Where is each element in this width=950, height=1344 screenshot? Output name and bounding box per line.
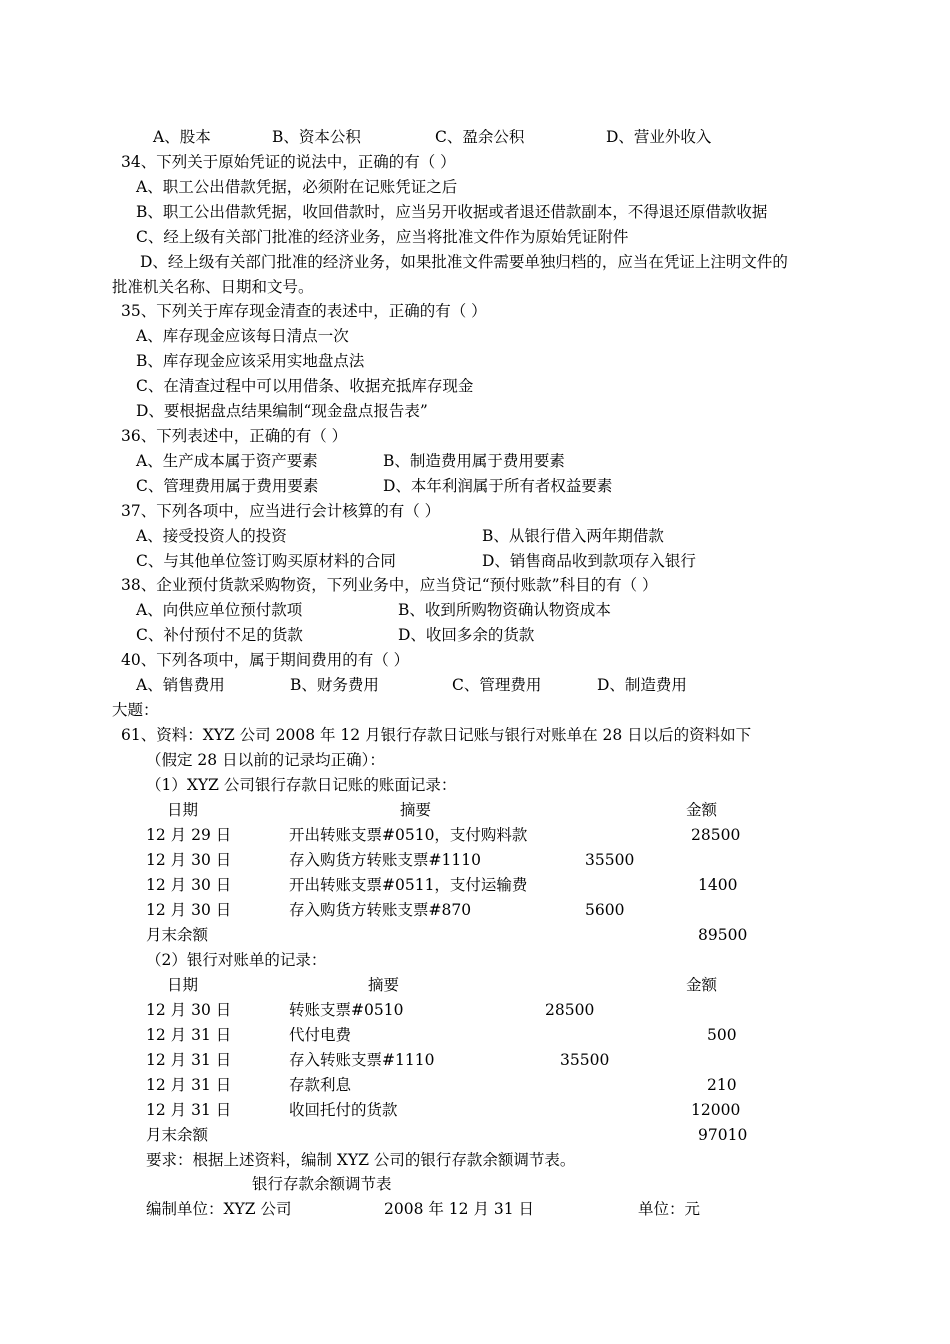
q34-option-b: B、职工公出借款凭据，收回借款时，应当另开收据或者退还借款副本，不得退还原借款收据 [136, 203, 768, 221]
q38-option-a: A、向供应单位预付款项 [136, 601, 303, 619]
part2-balance-label: 月末余额 [146, 1126, 209, 1144]
q34-stem: 34、下列关于原始凭证的说法中，正确的有（ ） [121, 153, 456, 171]
q37-option-c: C、与其他单位签订购买原材料的合同 [136, 552, 396, 570]
q33-option-a: A、股本 [153, 128, 211, 146]
q35-stem: 35、下列关于库存现金清查的表述中，正确的有（ ） [121, 302, 487, 320]
q34-option-d-line1: D、经上级有关部门批准的经济业务，如果批准文件需要单独归档的，应当在凭证上注明文件的 [140, 253, 788, 271]
part1-balance-label: 月末余额 [146, 926, 209, 944]
q34-option-d-line2: 批准机关名称、日期和文号。 [112, 278, 314, 296]
reconciliation-org: 编制单位：XYZ 公司 [146, 1200, 292, 1218]
q35-option-a: A、库存现金应该每日清点一次 [136, 327, 349, 345]
q40-stem: 40、下列各项中，属于期间费用的有（ ） [121, 651, 410, 669]
q33-option-b: B、资本公积 [272, 128, 361, 146]
q34-option-a: A、职工公出借款凭据，必须附在记账凭证之后 [136, 178, 458, 196]
part2-header-amount: 金额 [686, 976, 718, 994]
q35-option-c: C、在清查过程中可以用借条、收据充抵库存现金 [136, 377, 474, 395]
part1-header-date: 日期 [167, 801, 199, 819]
q40-option-b: B、财务费用 [290, 676, 379, 694]
part1-row-summary: 开出转账支票#0510，支付购料款 [289, 826, 528, 844]
q34-option-c: C、经上级有关部门批准的经济业务，应当将批准文件作为原始凭证附件 [136, 228, 629, 246]
q38-option-b: B、收到所购物资确认物资成本 [398, 601, 611, 619]
part1-row-summary: 存入购货方转账支票#870 [289, 901, 472, 919]
q33-option-c: C、盈余公积 [435, 128, 525, 146]
part1-row-amount: 5600 [585, 901, 625, 919]
part2-row-summary: 转账支票#0510 [289, 1001, 404, 1019]
q36-stem: 36、下列表述中，正确的有（ ） [121, 427, 348, 445]
q33-option-d: D、营业外收入 [606, 128, 712, 146]
part2-header-summary: 摘要 [368, 976, 400, 994]
q35-option-b: B、库存现金应该采用实地盘点法 [136, 352, 365, 370]
reconciliation-unit: 单位：元 [638, 1200, 701, 1218]
q40-option-a: A、销售费用 [136, 676, 225, 694]
part2-row-date: 12 月 31 日 [146, 1101, 232, 1119]
part1-row-summary: 存入购货方转账支票#1110 [289, 851, 481, 869]
part1-header-amount: 金额 [686, 801, 718, 819]
q61-requirement: 要求：根据上述资料，编制 XYZ 公司的银行存款余额调节表。 [146, 1151, 576, 1169]
part1-header-summary: 摘要 [400, 801, 432, 819]
part2-row-amount: 35500 [560, 1051, 610, 1069]
part1-row-amount: 1400 [698, 876, 738, 894]
q40-option-d: D、制造费用 [597, 676, 687, 694]
part2-row-date: 12 月 31 日 [146, 1076, 232, 1094]
q37-option-d: D、销售商品收到款项存入银行 [482, 552, 696, 570]
q40-option-c: C、管理费用 [452, 676, 542, 694]
q37-option-a: A、接受投资人的投资 [136, 527, 287, 545]
part2-row-date: 12 月 31 日 [146, 1051, 232, 1069]
reconciliation-date: 2008 年 12 月 31 日 [384, 1200, 535, 1218]
q37-stem: 37、下列各项中，应当进行会计核算的有（ ） [121, 502, 441, 520]
q36-option-a: A、生产成本属于资产要素 [136, 452, 318, 470]
part1-row-amount: 28500 [691, 826, 741, 844]
part2-row-summary: 收回托付的货款 [289, 1101, 398, 1119]
part2-header-date: 日期 [167, 976, 199, 994]
part2-row-summary: 存入转账支票#1110 [289, 1051, 435, 1069]
section-heading: 大题： [112, 701, 159, 719]
q61-stem-line1: 61、资料：XYZ 公司 2008 年 12 月银行存款日记账与银行对账单在 28 日以后的资料如下 [121, 726, 752, 744]
reconciliation-table-title: 银行存款余额调节表 [252, 1175, 392, 1193]
q61-stem-line2: （假定 28 日以前的记录均正确）： [146, 751, 385, 769]
part2-row-amount: 210 [707, 1076, 737, 1094]
q37-option-b: B、从银行借入两年期借款 [482, 527, 664, 545]
q38-stem: 38、企业预付货款采购物资，下列业务中，应当贷记“预付账款”科目的有（ ） [121, 576, 658, 594]
part1-row-date: 12 月 30 日 [146, 851, 232, 869]
part2-row-summary: 存款利息 [289, 1076, 352, 1094]
q61-part1-title: （1）XYZ 公司银行存款日记账的账面记录： [146, 776, 457, 794]
q38-option-d: D、收回多余的货款 [398, 626, 535, 644]
part2-row-amount: 12000 [691, 1101, 741, 1119]
part2-row-date: 12 月 30 日 [146, 1001, 232, 1019]
part1-row-date: 12 月 30 日 [146, 876, 232, 894]
part1-row-summary: 开出转账支票#0511，支付运输费 [289, 876, 528, 894]
part2-row-amount: 28500 [545, 1001, 595, 1019]
q35-option-d: D、要根据盘点结果编制“现金盘点报告表” [136, 402, 428, 420]
part1-row-date: 12 月 29 日 [146, 826, 232, 844]
part2-row-date: 12 月 31 日 [146, 1026, 232, 1044]
q38-option-c: C、补付预付不足的货款 [136, 626, 303, 644]
part1-balance-value: 89500 [698, 926, 748, 944]
part2-balance-value: 97010 [698, 1126, 748, 1144]
part1-row-date: 12 月 30 日 [146, 901, 232, 919]
q36-option-c: C、管理费用属于费用要素 [136, 477, 319, 495]
q36-option-d: D、本年利润属于所有者权益要素 [383, 477, 613, 495]
part2-row-amount: 500 [707, 1026, 737, 1044]
q61-part2-title: （2）银行对账单的记录： [146, 951, 327, 969]
part2-row-summary: 代付电费 [289, 1026, 352, 1044]
part1-row-amount: 35500 [585, 851, 635, 869]
q36-option-b: B、制造费用属于费用要素 [383, 452, 565, 470]
